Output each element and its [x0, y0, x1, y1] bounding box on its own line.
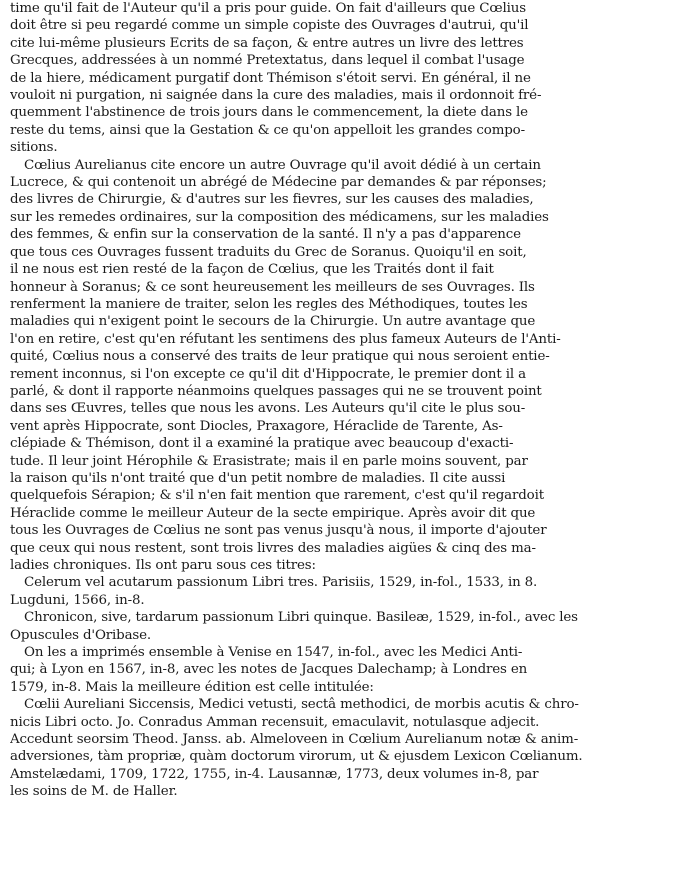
text-line: time qu'il fait de l'Auteur qu'il a pris pour guide. On fait d'ailleurs que Cœlius [10, 1, 526, 16]
text-line: honneur à Soranus; & ce sont heureusement les meilleurs de ses Ouvrages. Ils [10, 279, 535, 295]
text-line: sur les remedes ordinaires, sur la composition des médicamens, sur les maladies [10, 209, 549, 225]
text-line: rement inconnus, si l'on excepte ce qu'il dit d'Hippocrate, le premier dont il a [10, 366, 526, 382]
text-line: ladies chroniques. Ils ont paru sous ces titres: [10, 558, 316, 573]
text-line: cite lui-même plusieurs Ecrits de sa façon, & entre autres un livre des lettres [10, 35, 524, 51]
text-line: parlé, & dont il rapporte néanmoins quelques passages qui ne se trouvent point [10, 383, 542, 399]
text-line: Chronicon, sive, tardarum passionum Libri quinque. Basileæ, 1529, in-fol., avec les [24, 610, 578, 626]
bibliography-best-edition [10, 696, 663, 800]
text-line: tude. Il leur joint Hérophile & Erasistrate; mais il en parle moins souvent, par [10, 453, 528, 469]
text-line: doit être si peu regardé comme un simple copiste des Ouvrages d'autrui, qu'il [10, 18, 529, 34]
text-line: Amstelædami, 1709, 1722, 1755, in-4. Lausannæ, 1773, deux volumes in-8, par [10, 766, 539, 782]
text-line: maladies qui n'exigent point le secours de la Chirurgie. Un autre avantage que [10, 314, 536, 330]
text-line: Héraclide comme le meilleur Auteur de la secte empirique. Après avoir dit que [10, 505, 536, 521]
text-line: nicis Libri octo. Jo. Conradus Amman recensuit, emaculavit, notulasque adjecit. [10, 714, 540, 730]
text-line: quelquefois Sérapion; & s'il n'en fait mention que rarement, c'est qu'il regardoit [10, 488, 544, 504]
paragraph-caelius-works [10, 157, 663, 575]
text-line: 1579, in-8. Mais la meilleure édition est celle intitulée: [10, 679, 374, 695]
text-line: Grecques, addressées à un nommé Pretextatus, dans lequel il combat l'usage [10, 53, 525, 69]
text-line: Celerum vel acutarum passionum Libri tres. Parisiis, 1529, in-fol., 1533, in 8. [24, 575, 538, 591]
text-line: vouloit ni purgation, ni saignée dans la cure des maladies, mais il ordonnoit fré- [10, 88, 542, 104]
text-line: clépiade & Thémison, dont il a examiné la pratique avec beaucoup d'exacti- [10, 436, 514, 452]
text-line: vent après Hippocrate, sont Diocles, Praxagore, Héraclide de Tarente, As- [10, 418, 503, 434]
text-line: Cœlius Aurelianus cite encore un autre Ouvrage qu'il avoit dédié à un certain [24, 157, 541, 173]
text-line: reste du tems, ainsi que la Gestation & ce qu'on appelloit les grandes compo- [10, 122, 525, 138]
text-line: des livres de Chirurgie, & d'autres sur les fievres, sur les causes des maladies, [10, 192, 534, 208]
text-line: adversiones, tàm propriæ, quàm doctorum virorum, ut & ejusdem Lexicon Cœlianum. [10, 749, 583, 765]
text-line: que ceux qui nous restent, sont trois livres des maladies aigües & cinq des ma- [10, 540, 536, 556]
text-line: la raison qu'ils n'ont traité que d'un petit nombre de maladies. Il cite aussi [10, 470, 506, 486]
text-line: Opuscules d'Oribase. [10, 627, 152, 643]
text-line: quemment l'abstinence de trois jours dans le commencement, la diete dans le [10, 105, 528, 121]
text-line: de la hiere, médicament purgatif dont Thémison s'étoit servi. En général, il ne [10, 70, 531, 86]
text-line: il ne nous est rien resté de la façon de Cœlius, que les Traités dont il fait [10, 262, 494, 278]
text-line: Lucrece, & qui contenoit un abrégé de Médecine par demandes & par réponses; [10, 175, 547, 191]
text-line: qui; à Lyon en 1567, in-8, avec les notes de Jacques Dalechamp; à Londres en [10, 662, 528, 678]
text-line: des femmes, & enfin sur la conservation de la santé. Il n'y a pas d'apparence [10, 227, 521, 243]
text-line: tous les Ouvrages de Cœlius ne sont pas venus jusqu'à nous, il importe d'ajouter [10, 523, 547, 539]
text-line: dans ses Œuvres, telles que nous les avons. Les Auteurs qu'il cite le plus sou- [10, 401, 526, 417]
text-line: que tous ces Ouvrages fussent traduits du Grec de Soranus. Quoiqu'il en soit, [10, 244, 527, 260]
text-line: sitions. [10, 140, 58, 156]
text-line: les soins de M. de Haller. [10, 784, 178, 800]
text-line: On les a imprimés ensemble à Venise en 1547, in-fol., avec les Medici Anti- [24, 645, 523, 661]
text-line: quité, Cœlius nous a conservé des traits de leur pratique qui nous seroient entie- [10, 349, 550, 365]
bibliography-acute-diseases [10, 574, 663, 609]
text-line: Accedunt seorsim Theod. Janss. ab. Almeloveen in Cœlium Aurelianum notæ & anim- [10, 732, 579, 748]
text-line: renferment la maniere de traiter, selon les regles des Méthodiques, toutes les [10, 296, 528, 312]
text-line: l'on en retire, c'est qu'en réfutant les sentimens des plus fameux Auteurs de l'Anti- [10, 331, 561, 347]
bibliography-chronic-diseases [10, 609, 663, 644]
paragraph-galen-context [10, 0, 663, 157]
paragraph-editions [10, 644, 663, 696]
text-line: Cœlii Aureliani Siccensis, Medici vetusti, sectâ methodici, de morbis acutis & chro- [24, 697, 579, 713]
text-line: Lugduni, 1566, in-8. [10, 592, 145, 608]
